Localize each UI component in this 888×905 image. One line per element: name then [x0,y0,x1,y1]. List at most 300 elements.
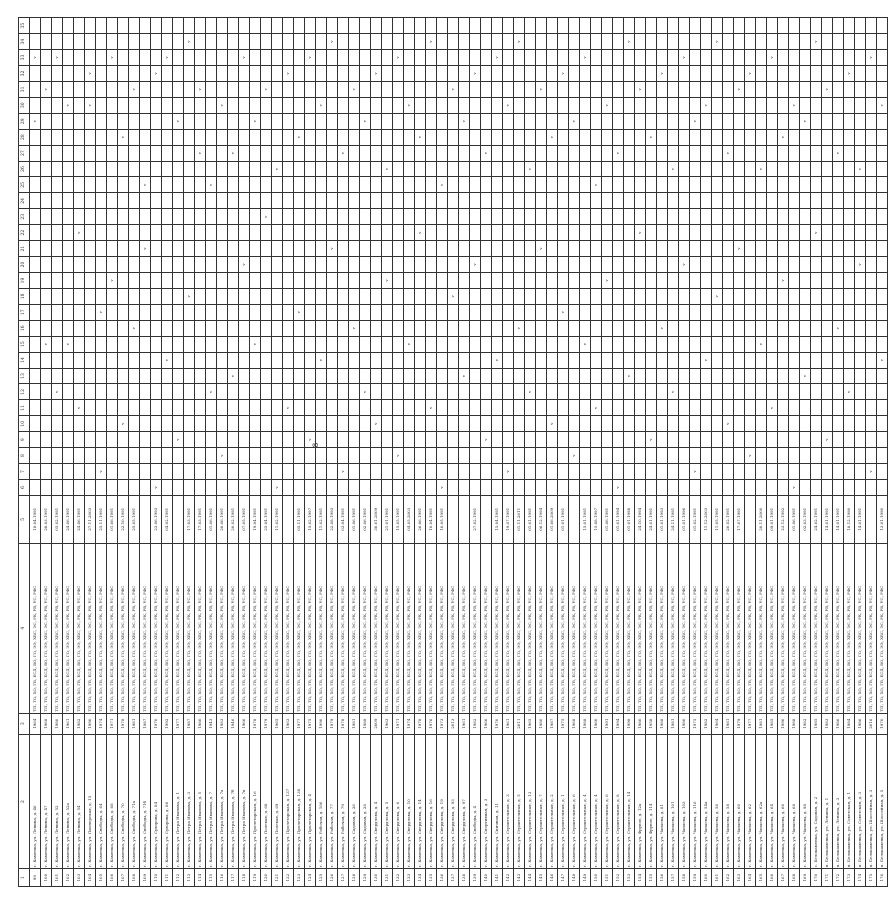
empty-cell [107,97,118,113]
address-cell: г. Каменка, ул. Рабочая, д. 100 [316,734,327,869]
empty-cell [833,432,844,448]
empty-cell [85,304,96,320]
empty-cell [459,81,470,97]
table-row [382,18,393,887]
check-mark: v [415,225,426,241]
empty-cell [184,384,195,400]
empty-cell [206,272,217,288]
utilities-cell: ТП, ТО, ХО, ГВ, ЕСД, ВО, ГО, ЭЭ, ХВС, ЭС, РК, РВ, УС, РФС [459,543,470,713]
empty-cell [679,384,690,400]
column-header: 2 [19,734,30,869]
empty-cell [877,225,888,241]
empty-cell [206,448,217,464]
row-number: 164 [745,869,756,887]
empty-cell [360,336,371,352]
empty-cell [866,257,877,273]
empty-cell [151,448,162,464]
empty-cell [514,241,525,257]
empty-cell [426,81,437,97]
date-cell: 02.06.1991 [360,495,371,543]
empty-cell [580,161,591,177]
date-cell: 24.02.1991 [811,495,822,543]
empty-cell [382,177,393,193]
empty-cell [151,384,162,400]
empty-cell [470,400,481,416]
empty-cell [173,209,184,225]
column-header: 9 [19,432,30,448]
year-cell: 1943 [206,713,217,734]
empty-cell [470,479,481,495]
empty-cell [349,18,360,34]
empty-cell [591,241,602,257]
empty-cell [250,416,261,432]
empty-cell [844,368,855,384]
empty-cell [74,241,85,257]
empty-cell [536,209,547,225]
empty-cell [239,113,250,129]
empty-cell [514,479,525,495]
check-mark: v [701,97,712,113]
empty-cell [129,464,140,480]
address-cell: г. Каменка, ул. Садовая, д. 28 [360,734,371,869]
empty-cell [800,50,811,66]
empty-cell [459,209,470,225]
empty-cell [140,97,151,113]
year-cell: 1982 [800,713,811,734]
empty-cell [96,288,107,304]
empty-cell [536,34,547,50]
empty-cell [701,193,712,209]
empty-cell [195,352,206,368]
empty-cell [547,18,558,34]
empty-cell [30,145,41,161]
empty-cell [569,225,580,241]
empty-cell [734,66,745,82]
column-header: 3 [19,713,30,734]
empty-cell [74,145,85,161]
empty-cell [217,34,228,50]
empty-cell [822,479,833,495]
empty-cell [448,257,459,273]
empty-cell [162,113,173,129]
empty-cell [338,177,349,193]
empty-cell [679,272,690,288]
check-mark: v [624,34,635,50]
column-header: 31 [19,81,30,97]
empty-cell [184,400,195,416]
empty-cell [558,288,569,304]
empty-cell [404,384,415,400]
empty-cell [305,272,316,288]
empty-cell [745,336,756,352]
utilities-cell: ТП, ТО, ХО, ГВ, ЕСД, ВО, ГО, ЭЭ, ХВС, ЭС, РК, РВ, УС, РФС [393,543,404,713]
empty-cell [855,145,866,161]
empty-cell [756,34,767,50]
empty-cell [360,352,371,368]
empty-cell [261,34,272,50]
empty-cell [613,177,624,193]
empty-cell [580,416,591,432]
empty-cell [712,241,723,257]
empty-cell [690,320,701,336]
empty-cell [800,97,811,113]
empty-cell [173,352,184,368]
empty-cell [635,479,646,495]
empty-cell [140,257,151,273]
empty-cell [481,81,492,97]
empty-cell [338,304,349,320]
check-mark: v [393,50,404,66]
empty-cell [679,177,690,193]
empty-cell [591,97,602,113]
empty-cell [415,209,426,225]
empty-cell [734,368,745,384]
empty-cell [217,479,228,495]
empty-cell [844,479,855,495]
empty-cell [646,368,657,384]
row-number: 167 [778,869,789,887]
empty-cell [580,145,591,161]
empty-cell [712,304,723,320]
empty-cell [404,432,415,448]
empty-cell [558,18,569,34]
empty-cell [426,113,437,129]
check-mark: v [228,145,239,161]
empty-cell [745,97,756,113]
empty-cell [558,50,569,66]
empty-cell [701,225,712,241]
table-row [217,18,228,887]
empty-cell [481,400,492,416]
empty-cell [393,193,404,209]
empty-cell [316,464,327,480]
empty-cell [470,145,481,161]
date-cell: 05.02.1991 [52,495,63,543]
empty-cell [63,432,74,448]
empty-cell [668,288,679,304]
empty-cell [228,304,239,320]
column-header: 30 [19,97,30,113]
empty-cell [668,432,679,448]
date-cell: 01.06.1991 [602,495,613,543]
empty-cell [778,336,789,352]
empty-cell [239,129,250,145]
empty-cell [591,288,602,304]
year-cell: 1985 [767,713,778,734]
empty-cell [844,352,855,368]
empty-cell [767,257,778,273]
year-cell: 1977 [173,713,184,734]
empty-cell [745,18,756,34]
empty-cell [129,288,140,304]
empty-cell [866,209,877,225]
empty-cell [778,416,789,432]
empty-cell [866,66,877,82]
empty-cell [668,129,679,145]
empty-cell [679,368,690,384]
empty-cell [646,288,657,304]
empty-cell [712,145,723,161]
empty-cell [52,448,63,464]
empty-cell [360,257,371,273]
empty-cell [525,479,536,495]
empty-cell [162,177,173,193]
empty-cell [41,352,52,368]
empty-cell [591,129,602,145]
empty-cell [877,464,888,480]
empty-cell [74,432,85,448]
empty-cell [800,81,811,97]
empty-cell [41,479,52,495]
empty-cell [569,384,580,400]
empty-cell [580,97,591,113]
empty-cell [393,288,404,304]
empty-cell [833,336,844,352]
empty-cell [855,400,866,416]
utilities-cell: ТП, ТО, ХО, ГВ, ЕСД, ВО, ГО, ЭЭ, ХВС, ЭС, РК, РВ, УС, РФС [118,543,129,713]
empty-cell [195,34,206,50]
address-cell: г. Каменка, ул. Свердлова, д. 14 [415,734,426,869]
empty-cell [767,18,778,34]
empty-cell [360,225,371,241]
empty-cell [393,34,404,50]
year-cell: 1981 [349,713,360,734]
empty-cell [283,320,294,336]
empty-cell [646,352,657,368]
address-cell: г. Каменка, ул. Свободы, д. 71б [140,734,151,869]
empty-cell [437,225,448,241]
empty-cell [646,161,657,177]
empty-cell [668,400,679,416]
empty-cell [371,145,382,161]
empty-cell [415,145,426,161]
empty-cell [514,448,525,464]
address-cell: п. Белокаменка, ул. Шоссейная, д. 3 [866,734,877,869]
empty-cell [833,272,844,288]
empty-cell [426,97,437,113]
address-cell: г. Каменка, ул. Ленина, д. 54 [74,734,85,869]
empty-cell [63,193,74,209]
check-mark: v [580,50,591,66]
empty-cell [833,129,844,145]
address-cell: г. Каменка, ул. Чапаева, д. 81 [657,734,668,869]
empty-cell [206,464,217,480]
empty-cell [756,225,767,241]
utilities-cell: ТП, ТО, ХО, ГВ, ЕСД, ВО, ГО, ЭЭ, ХВС, ЭС, РК, РВ, УС, РФС [789,543,800,713]
empty-cell [206,81,217,97]
empty-cell [822,304,833,320]
empty-cell [470,97,481,113]
utilities-cell: ТП, ТО, ХО, ГВ, ЕСД, ВО, ГО, ЭЭ, ХВС, ЭС, РК, РВ, УС, РФС [162,543,173,713]
empty-cell [96,368,107,384]
empty-cell [129,432,140,448]
empty-cell [723,225,734,241]
empty-cell [745,177,756,193]
empty-cell [151,257,162,273]
utilities-cell: ТП, ТО, ХО, ГВ, ЕСД, ВО, ГО, ЭЭ, ХВС, ЭС, РК, РВ, УС, РФС [173,543,184,713]
empty-cell [382,432,393,448]
date-cell: 01.06.1991 [206,495,217,543]
address-cell: г. Каменка, ул. Строительная, д. 13 [525,734,536,869]
year-cell: 1986 [833,713,844,734]
empty-cell [327,416,338,432]
empty-cell [349,416,360,432]
empty-cell [371,177,382,193]
year-cell: 1974 [404,713,415,734]
year-cell: 1990 [85,713,96,734]
check-mark: v [503,97,514,113]
empty-cell [217,193,228,209]
empty-cell [173,225,184,241]
table-row [448,18,459,887]
empty-cell [459,352,470,368]
empty-cell [239,145,250,161]
check-mark: v [591,400,602,416]
empty-cell [30,97,41,113]
empty-cell [613,384,624,400]
empty-cell [800,241,811,257]
empty-cell [206,432,217,448]
empty-cell [877,416,888,432]
empty-cell [30,81,41,97]
empty-cell [580,432,591,448]
date-cell: 14.01.1991 [855,495,866,543]
empty-cell [547,368,558,384]
empty-cell [844,50,855,66]
empty-cell [701,129,712,145]
year-cell: 1990 [778,713,789,734]
empty-cell [723,161,734,177]
empty-cell [52,304,63,320]
check-mark: v [283,66,294,82]
empty-cell [349,113,360,129]
row-number: 137 [448,869,459,887]
empty-cell [503,81,514,97]
empty-cell [228,320,239,336]
empty-cell [580,129,591,145]
empty-cell [580,113,591,129]
empty-cell [470,161,481,177]
empty-cell [305,129,316,145]
empty-cell [734,97,745,113]
check-mark: v [349,81,360,97]
empty-cell [756,464,767,480]
empty-cell [316,193,327,209]
address-cell: г. Каменка, ул. Строительная, д. 5 [514,734,525,869]
utilities-cell: ТП, ТО, ХО, ГВ, ЕСД, ВО, ГО, ЭЭ, ХВС, ЭС, РК, РВ, УС, РФС [470,543,481,713]
check-mark: v [833,145,844,161]
empty-cell [52,272,63,288]
check-mark: v [173,432,184,448]
empty-cell [173,416,184,432]
empty-cell [569,464,580,480]
empty-cell [525,320,536,336]
empty-cell [547,145,558,161]
empty-cell [250,193,261,209]
empty-cell [470,352,481,368]
empty-cell [492,257,503,273]
empty-cell [294,241,305,257]
empty-cell [514,288,525,304]
row-number: 156 [657,869,668,887]
empty-cell [63,81,74,97]
empty-cell [184,66,195,82]
empty-cell [294,113,305,129]
empty-cell [107,225,118,241]
check-mark: v [811,34,822,50]
empty-cell [52,113,63,129]
empty-cell [690,177,701,193]
empty-cell [602,352,613,368]
column-header: 12 [19,384,30,400]
empty-cell [316,225,327,241]
empty-cell [272,193,283,209]
empty-cell [272,320,283,336]
empty-cell [74,336,85,352]
empty-cell [789,416,800,432]
empty-cell [283,18,294,34]
empty-cell [569,66,580,82]
empty-cell [624,257,635,273]
empty-cell [734,145,745,161]
empty-cell [712,66,723,82]
empty-cell [525,113,536,129]
empty-cell [74,34,85,50]
table-row [690,18,701,887]
empty-cell [415,50,426,66]
empty-cell [481,177,492,193]
empty-cell [250,18,261,34]
row-number: 176 [877,869,888,887]
empty-cell [426,304,437,320]
empty-cell [96,113,107,129]
empty-cell [635,66,646,82]
address-cell: г. Каменка, ул. Чапаева, д. 68 [789,734,800,869]
empty-cell [591,304,602,320]
empty-cell [404,113,415,129]
empty-cell [800,384,811,400]
empty-cell [833,97,844,113]
empty-cell [459,416,470,432]
empty-cell [415,113,426,129]
empty-cell [811,368,822,384]
check-mark: v [250,113,261,129]
row-number: 103 [74,869,85,887]
check-mark: v [668,384,679,400]
empty-cell [580,448,591,464]
date-cell: 01.01.1993 [657,495,668,543]
empty-cell [250,225,261,241]
empty-cell [162,288,173,304]
empty-cell [371,304,382,320]
row-number: 172 [833,869,844,887]
empty-cell [602,400,613,416]
empty-cell [437,304,448,320]
empty-cell [767,320,778,336]
empty-cell [30,304,41,320]
empty-cell [734,225,745,241]
empty-cell [866,97,877,113]
year-cell: 1975 [690,713,701,734]
check-mark: v [151,66,162,82]
check-mark: v [118,129,129,145]
empty-cell [426,145,437,161]
empty-cell [173,66,184,82]
empty-cell [63,400,74,416]
empty-cell [316,384,327,400]
empty-cell [448,18,459,34]
empty-cell [118,257,129,273]
